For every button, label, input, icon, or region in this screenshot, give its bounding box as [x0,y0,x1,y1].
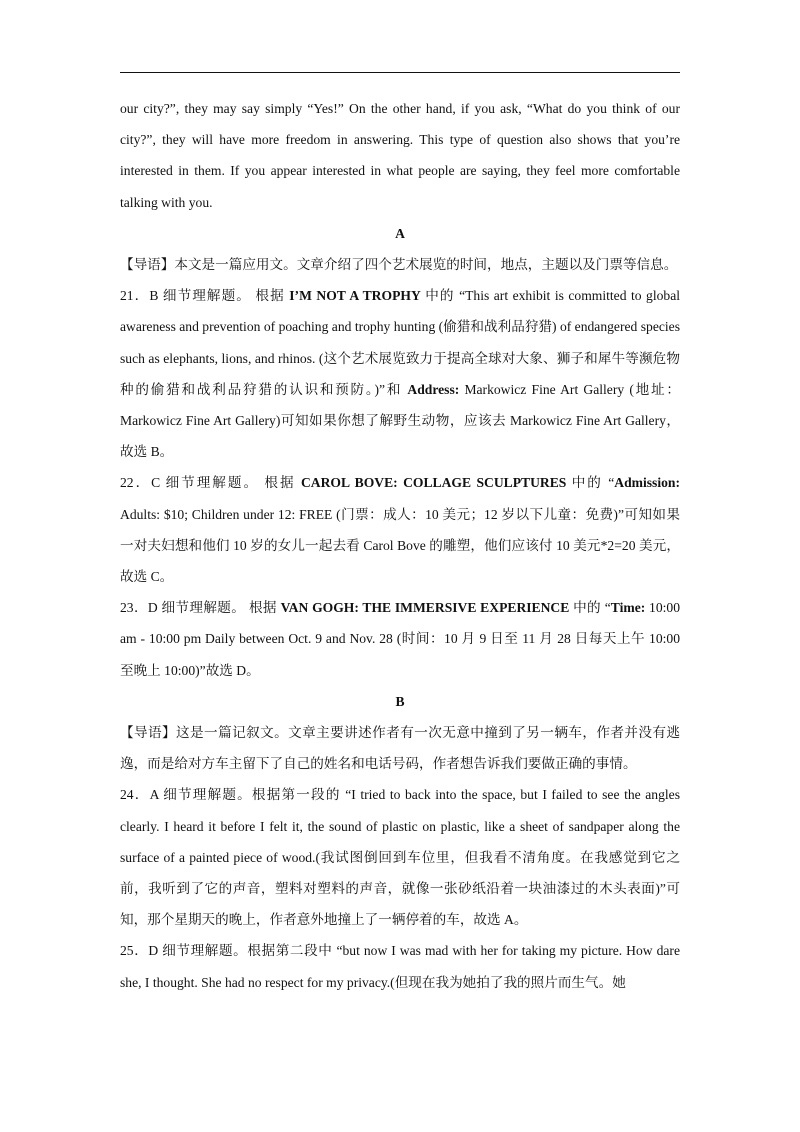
answer-23-post: 10:00 am - 10:00 pm Daily between Oct. 9 and Nov. 28 (时间：10 月 9 日至 11 月 28 日每天上午 10:00 至晚上 10:00)”故选 D。 [120,600,680,678]
answer-23-title: VAN GOGH: THE IMMERSIVE EXPERIENCE [280,600,570,616]
section-b-heading: B [395,693,405,709]
answer-21-title: I’M NOT A TROPHY [289,288,421,304]
intro-paragraph: our city?”, they may say simply “Yes!” On the other hand, if you ask, “What do you think of our city?”, they will have more freedom in answering. This type of question also shows that you’re interested in them. If you appear interested in what people are saying, they feel more comfortable talking with you. [120,101,680,210]
section-a-heading: A [395,225,405,241]
answer-22-pre: 22．C 细节理解题。 根据 [120,475,301,491]
answer-22-title: CAROL BOVE: COLLAGE SCULPTURES [300,475,567,491]
answer-22-label: Admission: [614,475,680,491]
answer-23 [120,592,680,686]
answer-24: 24．A 细节理解题。根据第一段的 “I tried to back into the space, but I failed to see the angles clearly. I heard it before I felt it, the sound of plastic on plastic, like a sheet of sandpaper along the surface of a painted piece of wood.(我试图倒回到车位里，但我看不清角度。在我感觉到它之前，我听到了它的声音，塑料对塑料的声音，就像一张砂纸沿着一块油漆过的木头表面)”可知，那个星期天的晚上，作者意外地撞上了一辆停着的车，故选 A。 [120,787,680,928]
answer-25: 25．D 细节理解题。根据第二段中 “but now I was mad with her for taking my picture. How dare she, I thought. She had no respect for my privacy.(但现在我为她拍了我的照片而生气。她 [120,943,680,990]
answer-21 [120,280,680,467]
answer-23-pre: 23．D 细节理解题。 根据 [120,600,281,616]
answer-21-pre: 21．B 细节理解题。 根据 [120,288,290,304]
answer-22-mid: 中的 “ [566,475,615,491]
section-a-guide: 【导语】本文是一篇应用文。文章介绍了四个艺术展览的时间，地点，主题以及门票等信息。 [120,257,678,273]
answer-21-label: Address: [407,381,460,397]
answer-22-post: Adults: $10; Children under 12: FREE (门票：成人：10 美元；12 岁以下儿童：免费)”可知如果一对夫妇想和他们 10 岁的女儿一起去看 Carol Bove 的雕塑，他们应该付 10 美元*2=20 美元，故选 C。 [120,506,680,585]
section-b-guide: 【导语】这是一篇记叙文。文章主要讲述作者有一次无意中撞到了另一辆车，作者并没有逃逸，而是给对方车主留下了自己的姓名和电话号码，作者想告诉我们要做正确的事情。 [120,725,680,772]
answer-23-label: Time: [610,600,646,616]
answer-21-post: Markowicz Fine Art Gallery (地址：Markowicz Fine Art Gallery)可知如果你想了解野生动物，应该去 Markowicz Fine Art Gallery，故选 B。 [120,381,680,460]
document-body [120,93,680,998]
answer-21-mid: 中的 “This art exhibit is committed to global awareness and prevention of poaching and trophy hunting (偷猎和战利品狩猎) of endangered species such as elephants, lions, and rhinos. (这个艺术展览致力于提高全球对大象、狮子和犀牛等濒危物种的偷猎和战利品狩猎的认识和预防。)”和 [120,288,681,397]
answer-22 [120,467,680,592]
answer-23-mid: 中的 “ [569,600,611,616]
header-rule [120,72,680,73]
